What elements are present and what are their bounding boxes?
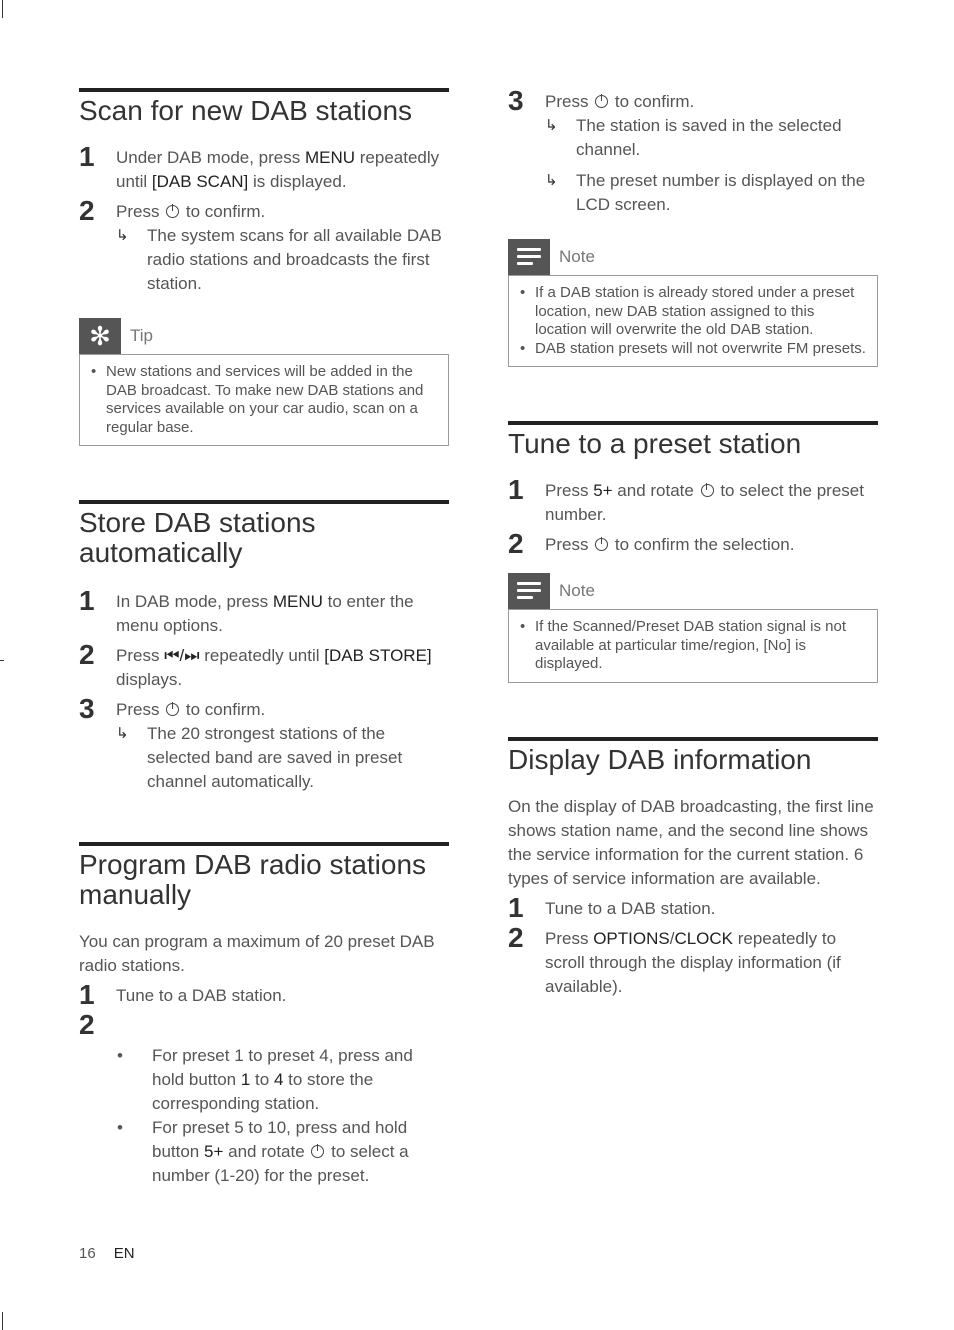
step (508, 474, 878, 527)
result-text: The system scans for all available DAB radio stations and broadcasts the first station. (147, 226, 442, 293)
note-box (508, 239, 878, 367)
prev-next-icon: ⏮/⏭ (164, 646, 200, 665)
step (79, 585, 449, 638)
step (79, 639, 449, 692)
step-text: Press (545, 928, 594, 948)
step-number: 2 (508, 528, 524, 559)
language-code: EN (113, 1245, 135, 1262)
crop-mark (2, 0, 3, 18)
display-section (508, 737, 878, 999)
section-rule (79, 500, 449, 504)
bullet-text: to (250, 1070, 274, 1089)
result-line (116, 722, 449, 794)
step-text: Tune to a DAB station. (545, 898, 716, 918)
result-text: The 20 strongest stations of the selected band are saved in preset channel automatically. (147, 724, 403, 791)
step-number: 1 (79, 585, 95, 616)
tip-text: New stations and services will be added in the DAB broadcast. To make new DAB stations and services available on your car audio, scan on a regular base. (106, 363, 424, 436)
note-header (508, 239, 878, 275)
note-label: Note (559, 247, 595, 266)
step-text: to select the preset number. (545, 481, 864, 524)
step (508, 85, 878, 217)
tip-header (79, 318, 449, 354)
tip-label: Tip (130, 326, 153, 345)
note-icon (508, 239, 550, 275)
tip-icon: ✻ (79, 318, 121, 354)
result-line (545, 169, 878, 217)
page-number: 16 (79, 1245, 96, 1262)
store-section (79, 500, 449, 794)
note-text: DAB station presets will not overwrite FM presets. (535, 339, 866, 357)
step-number: 3 (508, 85, 524, 116)
result-text: The station is saved in the selected channel. (576, 116, 842, 159)
step-text: displays. (116, 670, 183, 689)
keyword: MENU (272, 592, 323, 611)
section-title: Store DAB stations automatically (79, 507, 316, 568)
step-number: 1 (79, 141, 95, 172)
step-text: repeatedly to scroll through the display information (if available). (545, 928, 841, 996)
result-text: The preset number is displayed on the LCD screen. (576, 171, 866, 214)
bullet-text: For preset 5 to 10, press and hold button (152, 1118, 408, 1161)
power-knob-icon (595, 538, 608, 551)
step-text: and rotate (612, 481, 699, 500)
step (79, 979, 449, 1010)
step-number: 2 (79, 1009, 95, 1040)
note-item: • If the Scanned/Preset DAB station signal is not available at particular time/region, [No] is displayed. (520, 618, 847, 672)
result-arrow-icon: ↳ (545, 172, 558, 189)
power-knob-icon (166, 205, 179, 218)
bullet-item: • For preset 1 to preset 4, press and hold button 1 to 4 to store the corresponding station. (117, 1046, 413, 1113)
section-title: Scan for new DAB stations (79, 95, 413, 126)
left-column (79, 88, 449, 1188)
step-text: to confirm. (181, 202, 266, 221)
result-arrow-icon: ↳ (116, 725, 129, 742)
step-text: Press (116, 700, 165, 719)
keyword: [DAB SCAN] (151, 172, 249, 191)
program-continued (508, 85, 878, 367)
note-text: If a DAB station is already stored under a preset location, new DAB station assigned to this location will overwrite the old DAB station. (535, 284, 855, 338)
power-knob-icon (701, 484, 714, 497)
step-text: / (669, 928, 675, 948)
step-text: to enter the menu options. (116, 592, 414, 635)
step-text: In DAB mode, press (116, 592, 273, 611)
result-arrow-icon: ↳ (545, 117, 558, 134)
step (79, 693, 449, 794)
power-knob-icon (595, 95, 608, 108)
note-text: If the Scanned/Preset DAB station signal is not available at particular time/region, [No] is displayed. (535, 618, 847, 672)
step-number: 1 (508, 474, 524, 505)
step-text: Press (116, 202, 165, 221)
step-text: Press (116, 646, 165, 665)
step (508, 921, 878, 999)
step-number: 1 (79, 979, 95, 1010)
result-arrow-icon: ↳ (116, 227, 129, 244)
bullet-text: to select a number (1-20) for the preset. (152, 1142, 409, 1185)
keyword: 5+ (593, 481, 613, 500)
tip-body (79, 354, 449, 446)
step (79, 1009, 449, 1044)
keyword: [DAB STORE] (324, 646, 432, 665)
section-title: Program DAB radio stations manually (79, 849, 427, 910)
tip-item: • New stations and services will be added in the DAB broadcast. To make new DAB stations and services available on your car audio, scan on a regular base. (91, 363, 424, 436)
step-text: Press (545, 535, 594, 554)
result-line (116, 224, 449, 296)
section-title: Display DAB information (508, 743, 812, 775)
step-text: Tune to a DAB station. (116, 986, 287, 1005)
bullet-item: • For preset 5 to 10, press and hold button 5+ and rotate to select a number (1-20) for the preset. (117, 1118, 409, 1185)
power-knob-icon (311, 1145, 324, 1158)
keyword: CLOCK (674, 928, 734, 948)
scan-section (79, 88, 449, 446)
step-text: repeatedly until (116, 148, 440, 191)
crop-mark (2, 1312, 3, 1330)
step-number: 2 (508, 921, 524, 953)
step-text: to confirm the selection. (610, 535, 795, 554)
tip-box (79, 318, 449, 446)
note-label: Note (559, 581, 595, 600)
bullet-text: to store the corresponding station. (152, 1070, 374, 1113)
step-text: Press (545, 92, 594, 111)
step (79, 195, 449, 296)
step-text: is displayed. (248, 172, 347, 191)
page-footer (79, 1245, 135, 1262)
step-number: 2 (79, 195, 95, 226)
step-number: 1 (508, 891, 524, 923)
keyword: 5+ (204, 1142, 224, 1161)
step (508, 891, 878, 923)
note-body (508, 275, 878, 367)
program-section (79, 842, 449, 1188)
bullet-text: For preset 1 to preset 4, press and hold button (152, 1046, 413, 1089)
note-icon (508, 573, 550, 609)
intro-paragraph: On the display of DAB broadcasting, the first line shows station name, and the second line shows the service information for the current station. 6 types of service information are available. (508, 796, 874, 888)
section-rule (508, 421, 878, 425)
keyword: OPTIONS (593, 928, 670, 948)
keyword: 4 (273, 1070, 284, 1089)
note-box (508, 573, 878, 683)
step-text: repeatedly until (199, 646, 325, 665)
step-text: to confirm. (610, 92, 695, 111)
section-rule (79, 88, 449, 92)
note-item: • If a DAB station is already stored under a preset location, new DAB station assigned to this location will overwrite the old DAB station. (520, 284, 855, 338)
step-text: Press (545, 481, 594, 500)
section-rule (79, 842, 449, 846)
step-number: 3 (79, 693, 95, 724)
result-line (545, 114, 878, 162)
keyword: 1 (240, 1070, 251, 1089)
note-header (508, 573, 878, 609)
step (79, 141, 449, 194)
bullet-text: and rotate (223, 1142, 310, 1161)
note-body (508, 609, 878, 683)
note-item: • DAB station presets will not overwrite FM presets. (520, 339, 866, 357)
power-knob-icon (166, 703, 179, 716)
step-text: to confirm. (181, 700, 266, 719)
section-title: Tune to a preset station (508, 428, 802, 459)
keyword: MENU (304, 148, 356, 167)
section-rule (508, 737, 878, 741)
tune-section (508, 421, 878, 683)
step-text: Under DAB mode, press (116, 148, 305, 167)
step (508, 528, 878, 559)
crop-mark (0, 660, 4, 661)
step-number: 2 (79, 639, 95, 670)
intro-paragraph: You can program a maximum of 20 preset DAB radio stations. (79, 932, 435, 975)
right-column (508, 86, 878, 999)
